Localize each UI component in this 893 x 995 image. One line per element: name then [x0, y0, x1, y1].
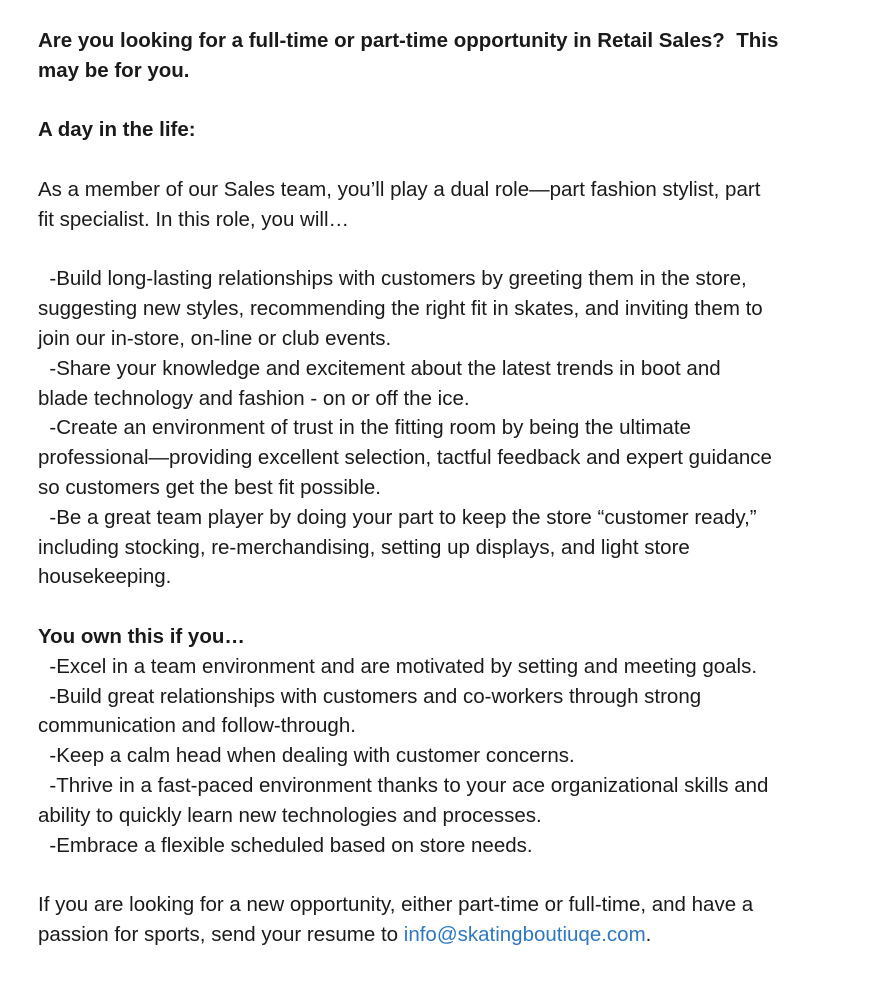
duty-bullet-line: including stocking, re-merchandising, setting up displays, and light store [38, 535, 690, 559]
closing-suffix: . [645, 922, 652, 946]
spacer [38, 860, 868, 890]
closing-line-2 [38, 920, 868, 950]
spacer [38, 86, 868, 116]
role-paragraph-line: As a member of our Sales team, you’ll play a dual role—part fashion stylist, part [38, 177, 761, 201]
spacer [38, 235, 868, 265]
headline-line-1: Are you looking for a full-time or part-time opportunity in Retail Sales? This [38, 29, 779, 52]
qualification-bullet-line: -Thrive in a fast-paced environment thanks to your ace organizational skills and [38, 773, 769, 797]
spacer [38, 145, 868, 175]
own-this-heading: You own this if you… [38, 624, 245, 648]
duty-bullet-line: -Build long-lasting relationships with customers by greeting them in the store, [38, 267, 747, 291]
qualification-bullet-line: communication and follow-through. [38, 714, 356, 738]
qualification-bullet-line: ability to quickly learn new technologies and processes. [38, 803, 542, 827]
duty-bullet-line: blade technology and fashion - on or off the ice. [38, 386, 470, 410]
email-link[interactable]: info@skatingboutiuqe.com [403, 922, 646, 946]
qualification-bullet-line: -Build great relationships with customers and co-workers through strong [38, 684, 702, 708]
closing-line-1: If you are looking for a new opportunity, either part-time or full-time, and have a [38, 893, 754, 917]
job-posting-document [38, 26, 868, 950]
duty-bullet-line: suggesting new styles, recommending the right fit in skates, and inviting them to [38, 297, 763, 321]
duty-bullet-line: -Be a great team player by doing your part to keep the store “customer ready,” [38, 505, 757, 529]
duty-bullet-line: housekeeping. [38, 565, 172, 589]
headline-line-2: may be for you. [38, 58, 190, 82]
duty-bullet-line: professional—providing excellent selection, tactful feedback and expert guidance [38, 446, 772, 470]
day-in-life-heading: A day in the life: [38, 118, 196, 142]
spacer [38, 592, 868, 622]
closing-prefix: passion for sports, send your resume to [38, 922, 404, 946]
qualification-bullet-line: -Embrace a flexible scheduled based on store needs. [38, 833, 533, 857]
duty-bullet-line: -Create an environment of trust in the fitting room by being the ultimate [38, 416, 691, 440]
duty-bullet-line: so customers get the best fit possible. [38, 475, 381, 499]
role-paragraph-line: fit specialist. In this role, you will… [38, 207, 350, 231]
qualification-bullet-line: -Excel in a team environment and are motivated by setting and meeting goals. [38, 654, 758, 678]
qualification-bullet-line: -Keep a calm head when dealing with customer concerns. [38, 744, 575, 768]
duty-bullet-line: join our in-store, on-line or club events. [38, 326, 392, 350]
duty-bullet-line: -Share your knowledge and excitement about the latest trends in boot and [38, 356, 721, 380]
